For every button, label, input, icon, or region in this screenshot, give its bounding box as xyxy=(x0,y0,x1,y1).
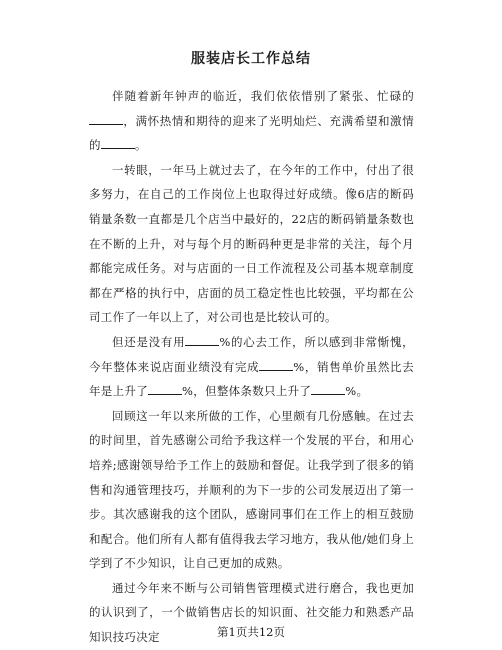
blank-field xyxy=(101,138,135,149)
text-segment: %的心去工作，所以感到非常惭愧，今年整体来说店面业绩没有完成 xyxy=(89,334,414,374)
blank-field xyxy=(259,360,293,371)
text-segment: ，满怀热情和期待的迎来了光明灿烂、充满希望和激情的 xyxy=(89,113,414,153)
paragraph-4 xyxy=(89,404,414,576)
text-segment: %，但整体条数只上升了 xyxy=(182,384,312,399)
blank-field xyxy=(185,335,219,346)
document-body xyxy=(89,84,414,650)
paragraph-3 xyxy=(89,330,414,404)
text-segment: %。 xyxy=(345,384,369,399)
text-segment: 。 xyxy=(134,138,147,153)
text-segment: %，销售单价虽然比去年是上升了 xyxy=(89,359,414,399)
blank-field xyxy=(148,384,182,395)
text-segment: 回顾这一年以来所做的工作，心里颇有几份感触。在过去的时间里，首先感谢公司给予我这样一个发展的平台，和用心培养;感谢领导给予工作上的鼓励和督促。让我学到了很多的销售和沟通管理技巧，并顺利的为下一步的公司发展迈出了第一步。其次感谢我的这个团队，感谢同事们在工作上的相互鼓励和配合。他们所有人都有值得我去学习地方，我从他/她们身上学到了不少知识，让自己更加的成熟。 xyxy=(89,408,414,571)
text-segment: 一转眼，一年马上就过去了，在今年的工作中，付出了很多努力，在自己的工作岗位上也取得过好成绩。像6店的断码销量条数一直都是几个店当中最好的，22店的断码销量条数也在不断的上升，对与每个月的断码种更是非常的关注，每个月都能完成任务。对与店面的一日工作流程及公司基本规章制度都在严格的执行中，店面的员工稳定性也比较强，平均都在公司工作了一年以上了，对公司也是比较认可的。 xyxy=(89,162,414,325)
page-footer: 第1页共12页 xyxy=(217,625,285,639)
paragraph-2 xyxy=(89,158,414,330)
paragraph-1 xyxy=(89,84,414,158)
text-segment: 但还是没有用 xyxy=(112,334,186,349)
text-segment: 伴随着新年钟声的临近，我们依依惜别了紧张、忙碌的 xyxy=(112,89,414,103)
blank-field xyxy=(311,384,345,395)
text-segment: 通过今年来不断与公司销售管理模式进行磨合，我也更加的认识到了，一个做销售店长的知识面、社交能力和熟悉产品知识技巧决定 xyxy=(89,580,414,645)
blank-field xyxy=(89,114,123,125)
document-title: 服装店长工作总结 xyxy=(191,51,311,67)
